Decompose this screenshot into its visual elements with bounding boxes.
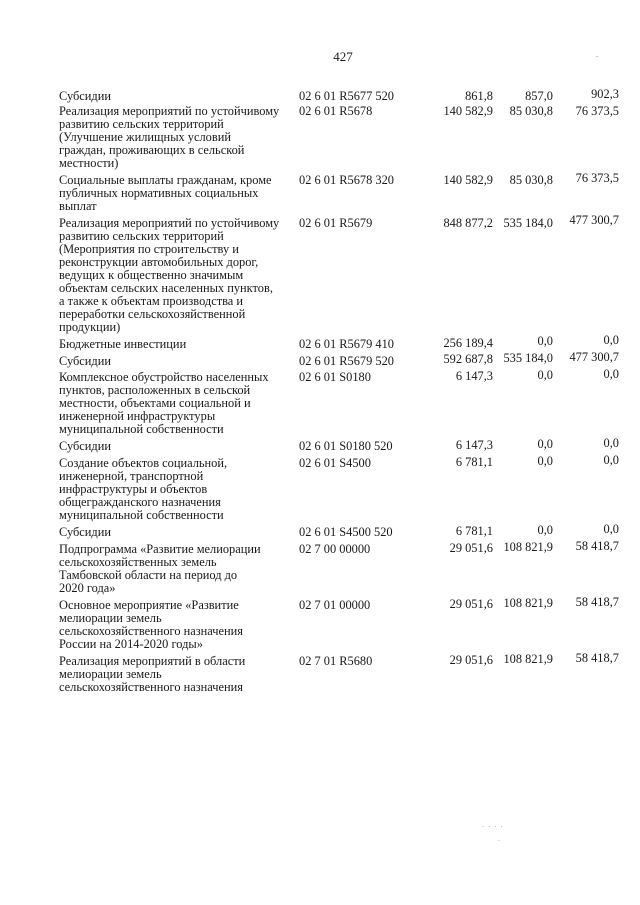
page-number: 427 (333, 49, 353, 64)
row-code: 02 6 01 R5679 520 (299, 354, 394, 368)
row-value-2020: 58 418,7 (575, 651, 619, 665)
row-value-2020: 76 373,5 (575, 171, 619, 185)
row-name-line: общегражданского назначения (59, 495, 221, 509)
row-value-2019: 0,0 (537, 437, 553, 451)
row-value-2018: 6 781,1 (455, 524, 493, 538)
row-value-2020: 0,0 (603, 453, 619, 467)
row-value-2020: 0,0 (603, 333, 619, 347)
row-value-2019: 857,0 (525, 89, 553, 103)
row-name-line: сельскохозяйственного назначения (59, 680, 243, 694)
row-name-line: Тамбовской области на период до (59, 568, 238, 582)
row-name (59, 174, 284, 213)
row-code: 02 6 01 R5677 520 (299, 89, 394, 103)
table-row (59, 595, 619, 651)
row-name-line: муниципальной собственности (59, 422, 224, 436)
row-value-2020: 76 373,5 (575, 104, 619, 118)
row-name-line: Создание объектов социальной, (59, 456, 228, 470)
scan-mark: . (498, 835, 501, 843)
table-row (59, 453, 619, 522)
row-name-line: ведущих к общественно значимым (59, 268, 244, 282)
row-name (59, 371, 284, 436)
table-row (59, 436, 619, 453)
table-row (59, 171, 619, 213)
row-code: 02 6 01 S0180 (299, 370, 371, 384)
row-name-line: публичных нормативных социальных (59, 186, 259, 200)
row-code: 02 6 01 R5678 320 (299, 173, 394, 187)
row-value-2019: 535 184,0 (503, 351, 553, 365)
row-name (59, 338, 284, 351)
row-name (59, 217, 284, 334)
row-name-line: Основное мероприятие «Развитие (59, 598, 239, 612)
row-name-line: инженерной инфраструктуры (59, 409, 216, 423)
table-row (59, 105, 619, 170)
row-name-line: сельскохозяйственного назначения (59, 624, 243, 638)
table-row (59, 213, 619, 334)
row-name-line: объектам сельских населенных пунктов, (59, 281, 273, 295)
row-name-line: 2020 года» (59, 581, 116, 595)
row-value-2019: 85 030,8 (509, 104, 553, 118)
row-name-line: развитию сельских территорий (59, 229, 224, 243)
row-value-2020: 477 300,7 (569, 213, 619, 227)
row-value-2018: 29 051,6 (449, 541, 493, 555)
row-name-line: Реализация мероприятий по устойчивому (59, 104, 280, 118)
row-code: 02 6 01 S4500 (299, 456, 371, 470)
row-name-line: (Мероприятия по строительству и (59, 242, 239, 256)
row-name-line: мелиорации земель (59, 611, 162, 625)
table-row (59, 367, 619, 436)
row-value-2020: 477 300,7 (569, 350, 619, 364)
row-value-2019: 108 821,9 (503, 540, 553, 554)
row-name-line: Субсидии (59, 89, 111, 103)
row-value-2019: 85 030,8 (509, 173, 553, 187)
row-value-2020: 58 418,7 (575, 595, 619, 609)
scan-mark: · · · · (482, 823, 504, 831)
row-name-line: инфраструктуры и объектов (59, 482, 208, 496)
row-value-2020: 0,0 (603, 522, 619, 536)
row-code: 02 6 01 S0180 520 (299, 439, 393, 453)
row-value-2020: 0,0 (603, 367, 619, 381)
row-value-2018: 140 582,9 (443, 173, 493, 187)
row-name (59, 526, 284, 539)
row-name-line: Реализация мероприятий в области (59, 654, 246, 668)
row-value-2018: 29 051,6 (449, 653, 493, 667)
row-name-line: а также к объектам производства и (59, 294, 244, 308)
row-name (59, 440, 284, 453)
row-name-line: Субсидии (59, 439, 111, 453)
row-name (59, 655, 284, 694)
row-value-2019: 0,0 (537, 523, 553, 537)
row-value-2019: 108 821,9 (503, 652, 553, 666)
row-name-line: местности, объектами социальной и (59, 396, 251, 410)
row-value-2020: 58 418,7 (575, 539, 619, 553)
table-row (59, 522, 619, 539)
row-value-2019: 535 184,0 (503, 216, 553, 230)
row-code: 02 7 00 00000 (299, 542, 371, 556)
table-row (59, 350, 619, 368)
row-name-line: местности) (59, 156, 119, 170)
table-row (59, 539, 619, 595)
row-name-line: Подпрограмма «Развитие мелиорации (59, 542, 261, 556)
row-code: 02 6 01 R5679 (299, 216, 373, 230)
row-value-2018: 592 687,8 (443, 352, 493, 366)
row-name-line: Субсидии (59, 525, 111, 539)
row-code: 02 7 01 00000 (299, 598, 371, 612)
row-name-line: инженерной, транспортной (59, 469, 204, 483)
row-name-line: муниципальной собственности (59, 508, 224, 522)
row-code: 02 6 01 S4500 520 (299, 525, 393, 539)
row-code: 02 6 01 R5678 (299, 104, 373, 118)
table-row (59, 87, 619, 103)
row-name (59, 105, 284, 170)
row-name-line: реконструкции автомобильных дорог, (59, 255, 259, 269)
row-name-line: выплат (59, 199, 97, 213)
row-value-2018: 861,8 (465, 89, 493, 103)
row-value-2018: 256 189,4 (443, 336, 493, 350)
row-value-2019: 0,0 (537, 454, 553, 468)
row-name-line: Реализация мероприятий по устойчивому (59, 216, 280, 230)
scan-mark: - (596, 52, 600, 60)
table-row (59, 651, 619, 694)
row-name (59, 90, 284, 103)
row-name-line: развитию сельских территорий (59, 117, 224, 131)
row-value-2018: 6 147,3 (455, 438, 493, 452)
row-value-2019: 108 821,9 (503, 596, 553, 610)
row-name (59, 599, 284, 651)
row-value-2018: 848 877,2 (443, 216, 493, 230)
row-value-2020: 0,0 (603, 436, 619, 450)
row-name (59, 543, 284, 595)
row-name (59, 457, 284, 522)
budget-table (59, 87, 619, 694)
row-code: 02 7 01 R5680 (299, 654, 373, 668)
row-value-2019: 0,0 (537, 368, 553, 382)
row-name-line: граждан, проживающих в сельской (59, 143, 245, 157)
row-value-2020: 902,3 (591, 87, 619, 101)
row-name-line: пунктов, расположенных в сельской (59, 383, 251, 397)
row-value-2018: 6 781,1 (455, 455, 493, 469)
row-name-line: (Улучшение жилищных условий (59, 130, 231, 144)
row-value-2019: 0,0 (537, 334, 553, 348)
row-value-2018: 140 582,9 (443, 104, 493, 118)
row-name-line: переработки сельскохозяйственной (59, 307, 246, 321)
table-row (59, 333, 619, 351)
row-name-line: России на 2014-2020 годы» (59, 637, 203, 651)
row-code: 02 6 01 R5679 410 (299, 337, 394, 351)
row-name (59, 355, 284, 368)
row-value-2018: 29 051,6 (449, 597, 493, 611)
row-name-line: сельскохозяйственных земель (59, 555, 217, 569)
row-value-2018: 6 147,3 (455, 369, 493, 383)
row-name-line: Субсидии (59, 354, 111, 368)
row-name-line: продукции) (59, 320, 121, 334)
row-name-line: мелиорации земель (59, 667, 162, 681)
row-name-line: Бюджетные инвестиции (59, 337, 187, 351)
row-name-line: Социальные выплаты гражданам, кроме (59, 173, 272, 187)
row-name-line: Комплексное обустройство населенных (59, 370, 269, 384)
